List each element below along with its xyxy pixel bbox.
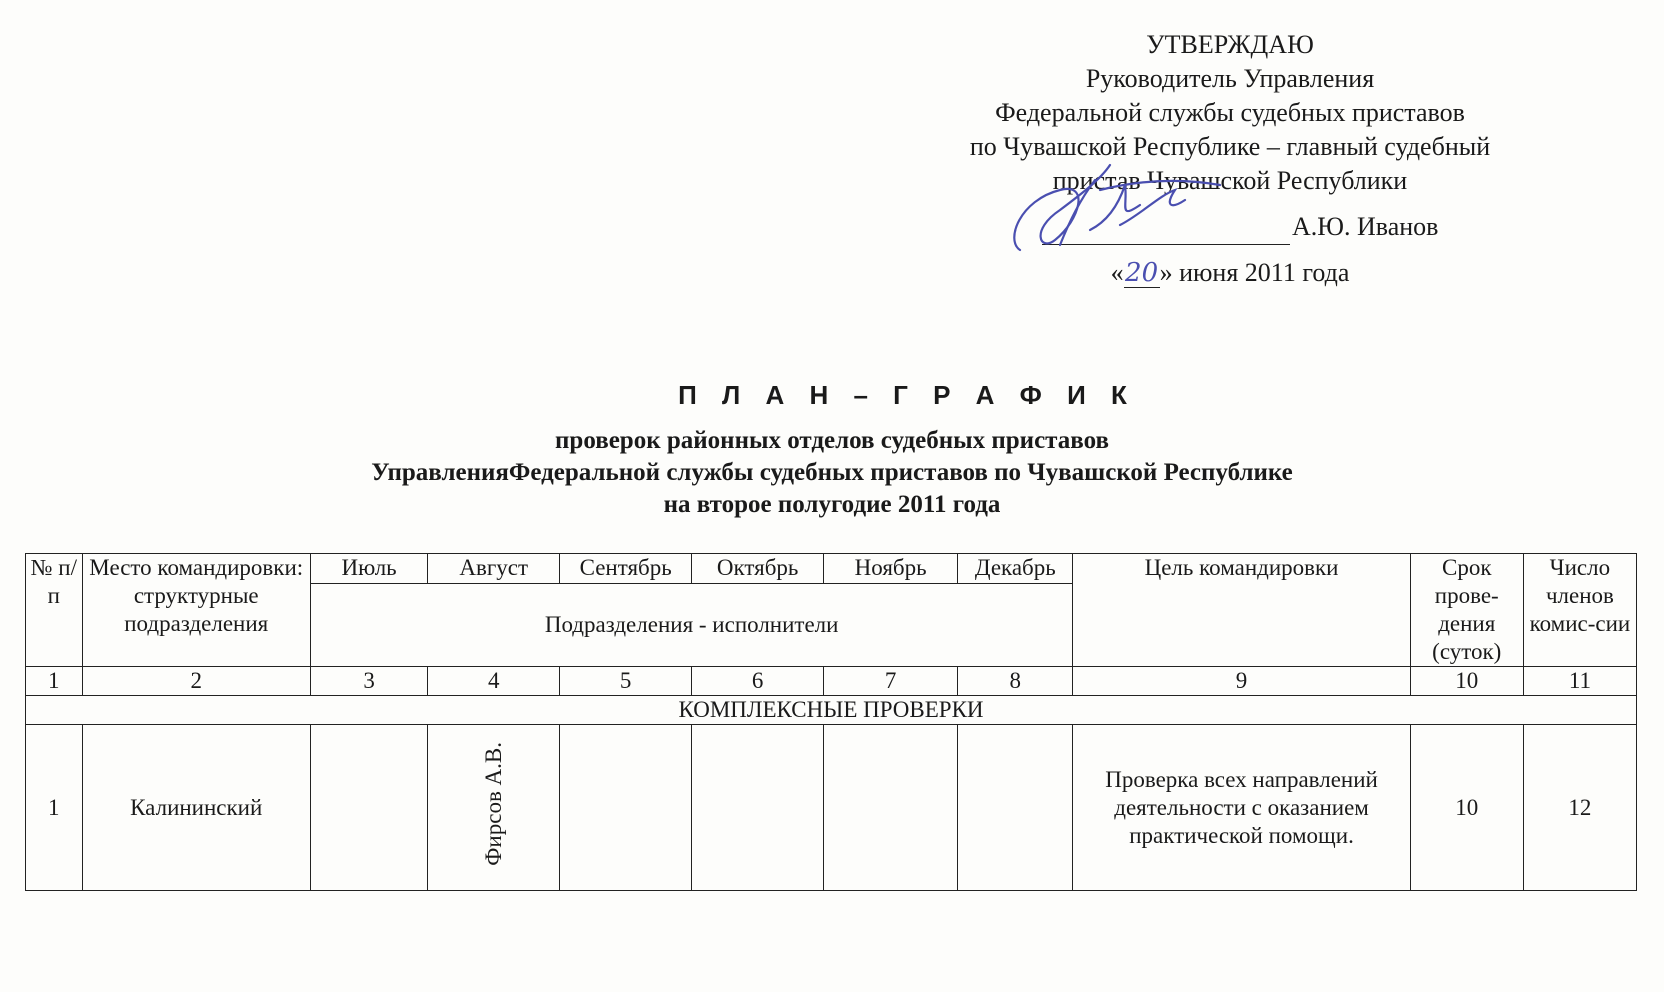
date-quote-open: «: [1110, 258, 1124, 287]
executor-name: Фирсов А.В.: [480, 742, 506, 866]
column-number: 4: [428, 667, 560, 696]
signer-name: А.Ю. Иванов: [1292, 212, 1439, 241]
approval-line: по Чувашской Республике – главный судебный: [969, 132, 1491, 161]
handwritten-signature: [1000, 160, 1250, 280]
title-main: П Л А Н – Г Р А Ф И К: [678, 380, 1136, 410]
header-month: Сентябрь: [560, 554, 692, 584]
row-december: [958, 725, 1073, 891]
section-row: [26, 696, 1637, 725]
column-number: 3: [310, 667, 427, 696]
document-title: [0, 380, 1664, 521]
row-november: [824, 725, 958, 891]
row-july: [310, 725, 427, 891]
header-members: Число членов комис-сии: [1523, 554, 1636, 667]
row-goal: Проверка всех направлений деятельности с оказанием практической помощи.: [1073, 725, 1410, 891]
column-number: 1: [26, 667, 83, 696]
column-number: 7: [824, 667, 958, 696]
header-month: Октябрь: [692, 554, 824, 584]
approval-line: Федеральной службы судебных приставов: [995, 98, 1465, 127]
column-number-row: [26, 667, 1637, 696]
column-number: 8: [958, 667, 1073, 696]
column-number: 2: [82, 667, 310, 696]
row-num: 1: [26, 725, 83, 891]
header-place: Место командировки: структурные подразделения: [82, 554, 310, 667]
column-number: 10: [1410, 667, 1523, 696]
column-number: 5: [560, 667, 692, 696]
header-term: Срок прове-дения (суток): [1410, 554, 1523, 667]
section-title: КОМПЛЕКСНЫЕ ПРОВЕРКИ: [26, 696, 1637, 725]
header-goal: Цель командировки: [1073, 554, 1410, 667]
title-subtitle: проверок районных отделов судебных приставов: [555, 427, 1109, 454]
row-members: 12: [1523, 725, 1636, 891]
row-september: [560, 725, 692, 891]
row-october: [692, 725, 824, 891]
row-august: [428, 725, 560, 891]
approval-heading: УТВЕРЖДАЮ: [1146, 30, 1314, 59]
table-row: [26, 725, 1637, 891]
row-term: 10: [1410, 725, 1523, 891]
title-subtitle: на второе полугодие 2011 года: [663, 491, 1001, 518]
header-num: № п/п: [26, 554, 83, 667]
header-month: Ноябрь: [824, 554, 958, 584]
approval-line: Руководитель Управления: [1085, 64, 1375, 93]
header-month: Июль: [310, 554, 427, 584]
title-subtitle: УправленияФедеральной службы судебных приставов по Чувашской Республике: [371, 459, 1293, 486]
header-month: Декабрь: [958, 554, 1073, 584]
row-place: Калининский: [82, 725, 310, 891]
column-number: 11: [1523, 667, 1636, 696]
plan-table: [25, 553, 1637, 891]
date-rest: » июня 2011 года: [1159, 258, 1350, 287]
column-number: 6: [692, 667, 824, 696]
column-number: 9: [1073, 667, 1410, 696]
header-executors: Подразделения - исполнители: [310, 584, 1073, 667]
approval-line: пристав Чувашской Республики: [1052, 166, 1408, 195]
header-row: [26, 554, 1637, 584]
date-day: 20: [1125, 258, 1159, 288]
header-month: Август: [428, 554, 560, 584]
